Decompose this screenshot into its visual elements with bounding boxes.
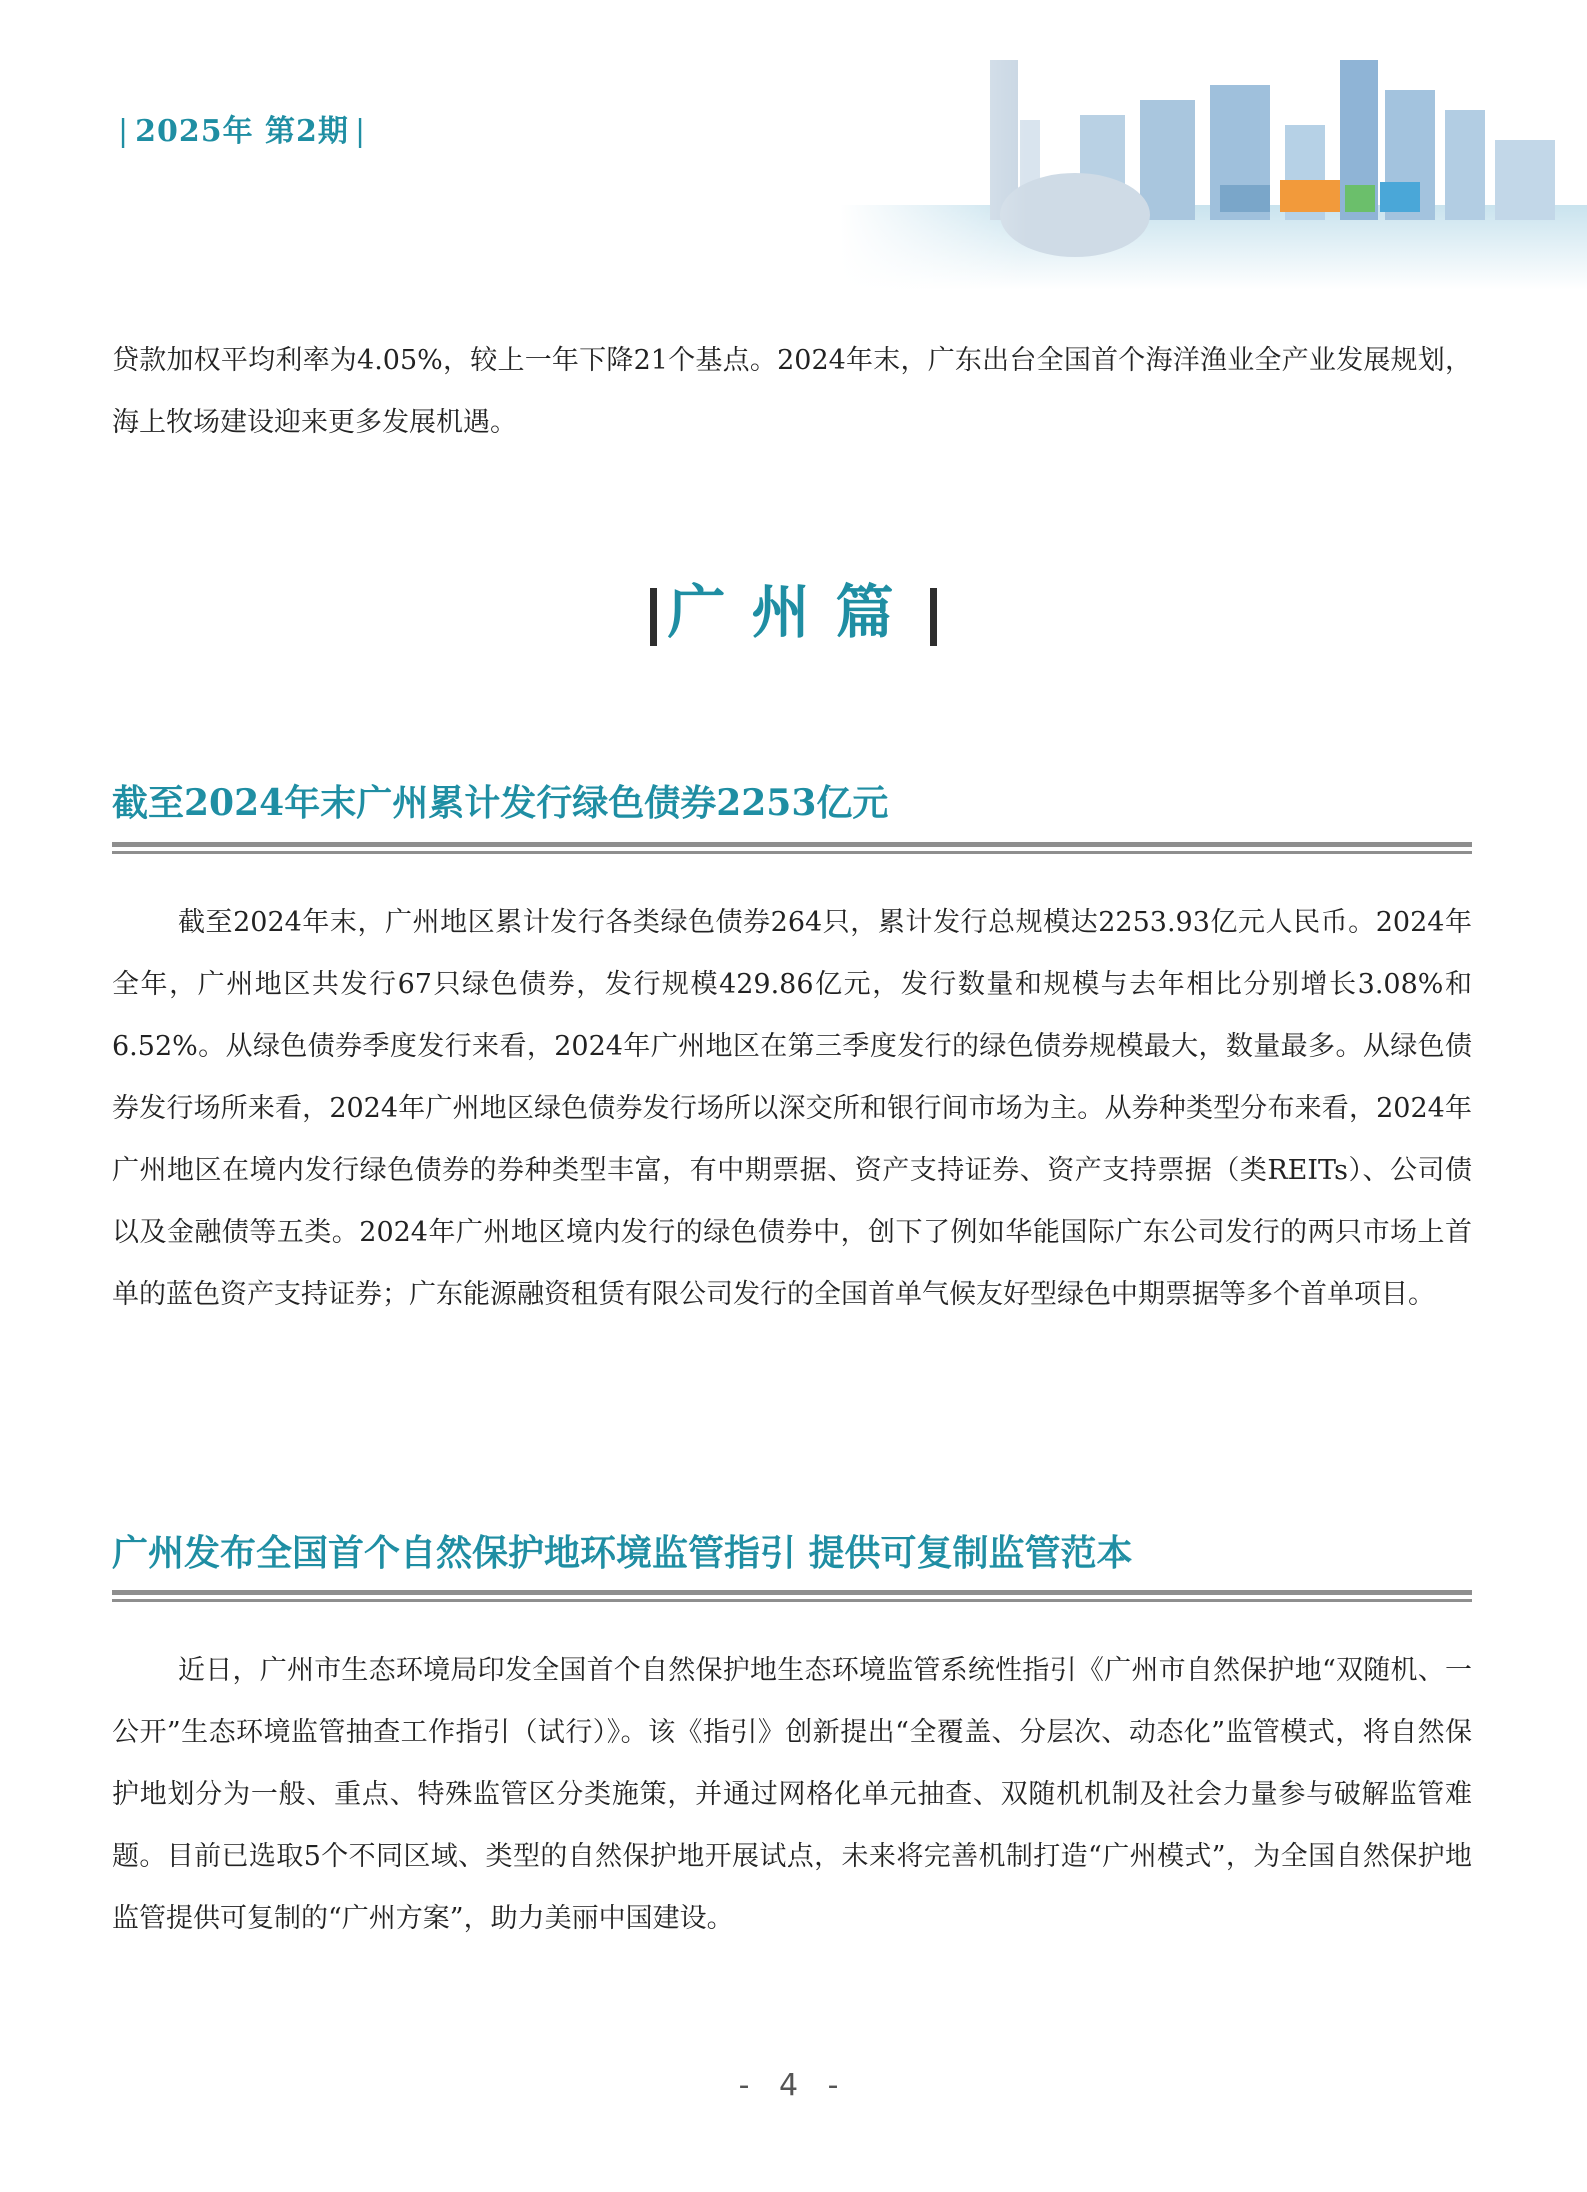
issue-tag (112, 106, 372, 150)
divider-left: | (118, 114, 130, 149)
title-rule (112, 842, 1472, 855)
intro-paragraph: 贷款加权平均利率为4.05%，较上一年下降21个基点。2024年末，广东出台全国首个海洋渔业全产业发展规划，海上牧场建设迎来更多发展机遇。 (112, 345, 1472, 438)
city-skyline-illustration (840, 0, 1587, 290)
title-rule (112, 1590, 1472, 1603)
issue-label: 2025年 第2期 (135, 114, 349, 149)
section-heading (0, 565, 1587, 649)
article-body: 近日，广州市生态环境局印发全国首个自然保护地生态环境监管系统性指引《广州市自然保护地“双随机、一公开”生态环境监管抽查工作指引（试行）》。该《指引》创新提出“全覆盖、分层次、动态化”监管模式，将自然保护地划分为一般、重点、特殊监管区分类施策，并通过网格化单元抽查、双随机机制及社会力量参与破解监管难题。目前已选取5个不同区域、类型的自然保护地开展试点，未来将完善机制打造“广州模式”，为全国自然保护地监管提供可复制的“广州方案”，助力美丽中国建设。 (112, 1655, 1472, 1934)
heading-bar-right (930, 588, 937, 646)
article-title: 截至2024年末广州累计发行绿色债券2253亿元 (112, 782, 889, 824)
heading-bar-left (650, 588, 657, 646)
divider-right: | (354, 114, 367, 149)
section-heading-text: 广州篇 (667, 578, 920, 646)
article-title: 广州发布全国首个自然保护地环境监管指引 提供可复制监管范本 (112, 1532, 1133, 1574)
article-body: 截至2024年末，广州地区累计发行各类绿色债券264只，累计发行总规模达2253.93亿元人民币。2024年全年，广州地区共发行67只绿色债券，发行规模429.86亿元，发行数量和规模与去年相比分别增长3.08%和6.52%。从绿色债券季度发行来看，2024年广州地区在第三季度发行的绿色债券规模最大，数量最多。从绿色债券发行场所来看，2024年广州地区绿色债券发行场所以深交所和银行间市场为主。从券种类型分布来看，2024年广州地区在境内发行绿色债券的券种类型丰富，有中期票据、资产支持证券、资产支持票据（类REITs）、公司债以及金融债等五类。2024年广州地区境内发行的绿色债券中，创下了例如华能国际广东公司发行的两只市场上首单的蓝色资产支持证券；广东能源融资租赁有限公司发行的全国首单气候友好型绿色中期票据等多个首单项目。 (112, 907, 1472, 1310)
page-number: - 4 - (738, 2068, 849, 2103)
